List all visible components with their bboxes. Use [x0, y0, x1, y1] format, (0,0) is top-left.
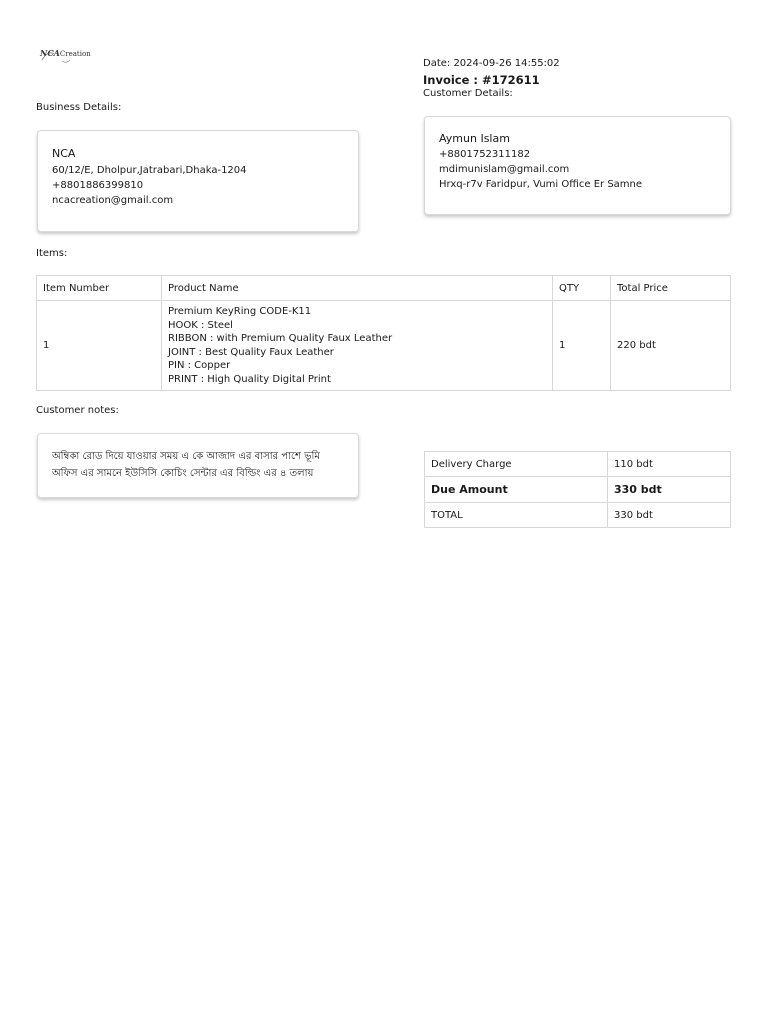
items-label: Items:	[36, 248, 68, 259]
product-line-hook: HOOK : Steel	[168, 319, 233, 331]
customer-phone: +8801752311182	[439, 149, 531, 160]
customer-address: Hrxq-r7v Faridpur, Vumi Office Er Samne	[439, 179, 643, 190]
customer-notes-label: Customer notes:	[36, 405, 119, 416]
header-item-number: Item Number	[37, 276, 162, 301]
header-total-price: Total Price	[611, 276, 731, 301]
product-line-ribbon: RIBBON : with Premium Quality Faux Leather	[168, 333, 393, 344]
business-address: 60/12/E, Dholpur,Jatrabari,Dhaka-1204	[52, 165, 247, 176]
customer-email: mdimunislam@gmail.com	[439, 164, 570, 175]
total-label: TOTAL	[425, 503, 608, 528]
product-line-joint: JOINT : Best Quality Faux Leather	[168, 346, 334, 358]
product-line-title: Premium KeyRing CODE-K11	[168, 306, 312, 317]
invoice-number: Invoice : #172611	[423, 73, 540, 87]
total-row	[425, 503, 731, 528]
customer-name: Aymun Islam	[439, 132, 510, 145]
logo-suffix: Creation	[59, 50, 91, 58]
logo-name: NCA	[40, 48, 60, 58]
business-name: NCA	[52, 147, 76, 160]
business-phone: +8801886399810	[52, 180, 144, 191]
product-line-pin: PIN : Copper	[168, 360, 231, 371]
due-amount-row	[425, 477, 731, 503]
business-email: ncacreation@gmail.com	[52, 195, 174, 206]
delivery-charge-value: 110 bdt	[608, 452, 731, 477]
delivery-charge-row	[425, 452, 731, 477]
invoice-date: Date: 2024-09-26 14:55:02	[423, 58, 560, 69]
due-amount-value: 330 bdt	[608, 477, 731, 503]
business-details-card	[37, 130, 359, 232]
customer-notes-card	[37, 433, 359, 498]
logo-swirl-icon	[40, 48, 84, 64]
header-qty: QTY	[553, 276, 611, 301]
business-details-label: Business Details:	[36, 102, 122, 113]
total-value: 330 bdt	[608, 503, 731, 528]
product-name-cell	[162, 301, 553, 391]
customer-details-label: Customer Details:	[423, 88, 513, 99]
company-logo	[40, 48, 91, 64]
qty-cell: 1	[553, 301, 611, 391]
product-line-print: PRINT : High Quality Digital Print	[168, 373, 331, 385]
table-row	[37, 301, 731, 391]
customer-notes-text: অম্বিকা রোড দিয়ে যাওয়ার সময় এ কে আজাদ এর বাসার পাশে ভূমি অফিস এর সামনে ইউসিসি কোচিং সেন্টার এর বিল্ডিং এর ৪ তলায়	[52, 451, 320, 479]
delivery-charge-label: Delivery Charge	[425, 452, 608, 477]
summary-table	[424, 451, 731, 528]
header-product-name: Product Name	[162, 276, 553, 301]
total-price-cell: 220 bdt	[611, 301, 731, 391]
customer-details-card	[424, 116, 731, 215]
items-header-row	[37, 276, 731, 301]
due-amount-label: Due Amount	[425, 477, 608, 503]
item-number-cell: 1	[37, 301, 162, 391]
items-table	[36, 275, 731, 391]
